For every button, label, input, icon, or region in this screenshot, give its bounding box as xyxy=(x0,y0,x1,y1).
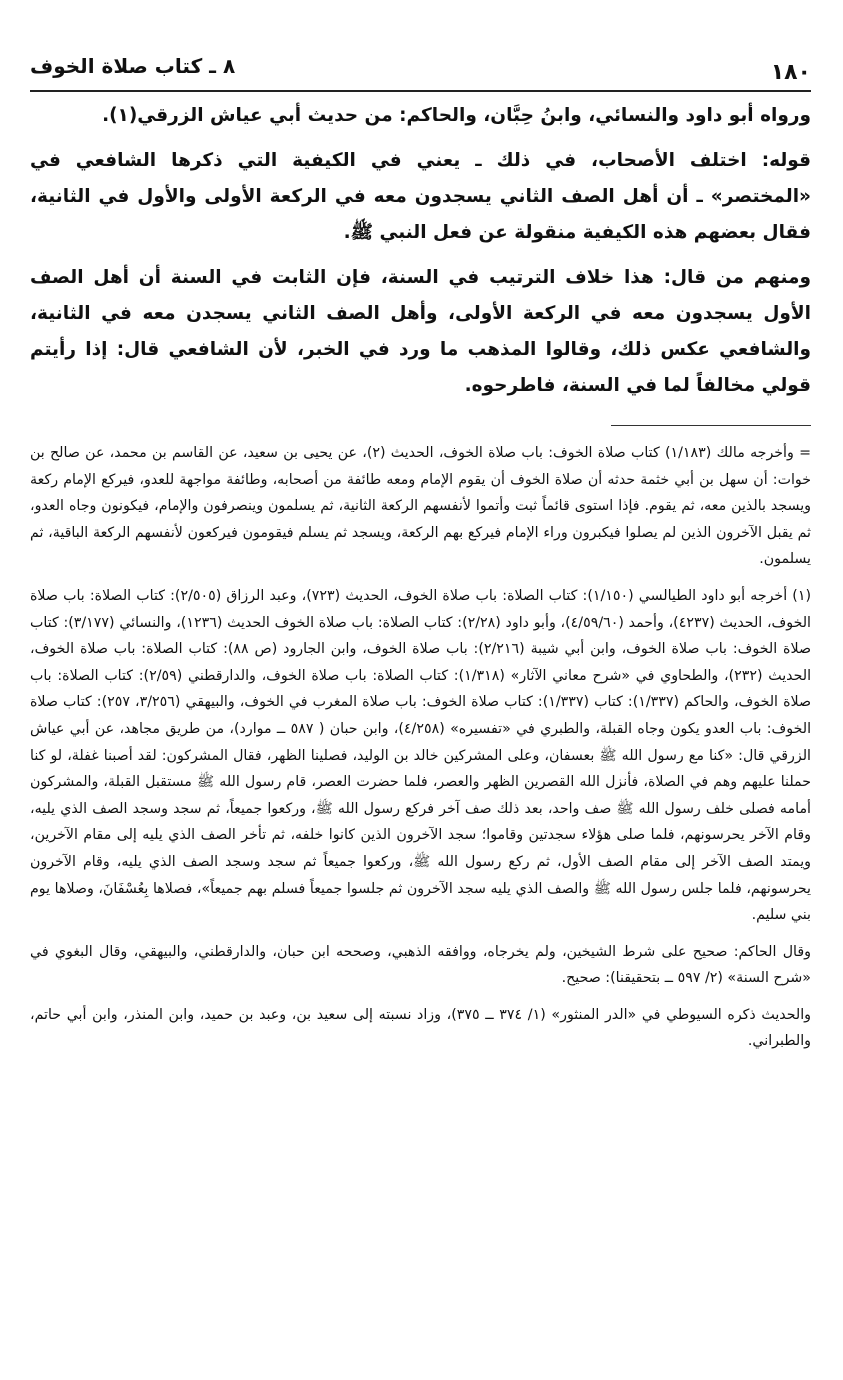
main-text xyxy=(30,98,811,413)
footnote-1-hakim: وقال الحاكم: صحيح على شرط الشيخين، ولم يخرجاه، ووافقه الذهبي، وصححه ابن حبان، والدارقطني، والبيهقي، وقال البغوي في «شرح السنة» (٢/ ٥٩٧ ــ بتحقيقنا): صحيح. xyxy=(30,943,811,987)
main-paragraph-3: ومنهم من قال: هذا خلاف الترتيب في السنة، فإن الثابت في السنة أن أهل الصف الأول يسجدون معه في الركعة الأولى، وأهل الصف الثاني يسجدن معه في الثانية، والشافعي عكس ذلك، وقالوا المذهب ما ورد في الخبر، لأن الشافعي قال: إذا رأيتم قولي مخالفاً لما في السنة، فاطرحوه. xyxy=(30,267,811,396)
footnote-1-suyuti: والحديث ذكره السيوطي في «الدر المنثور» (١/ ٣٧٤ ــ ٣٧٥)، وزاد نسبته إلى سعيد بن، وعبد بن حميد، وابن المنذر، وابن أبي حاتم، والطبراني. xyxy=(30,1006,811,1050)
footnotes xyxy=(30,440,811,1065)
main-paragraph-2: قوله: اختلف الأصحاب، في ذلك ـ يعني في الكيفية التي ذكرها الشافعي في «المختصر» ـ أن أهل الصف الثاني يسجدون معه في الركعة الأولى والأول في الثانية، فقال بعضهم هذه الكيفية منقولة عن فعل النبي ﷺ. xyxy=(30,150,811,243)
running-title: ٨ ـ كتاب صلاة الخوف xyxy=(30,54,236,78)
page-header xyxy=(30,50,811,92)
main-paragraph-1: ورواه أبو داود والنسائي، وابنُ حِبَّان، والحاكم: من حديث أبي عياش الزرقي(١). xyxy=(102,105,811,126)
footnote-separator xyxy=(611,425,811,426)
page-number: ١٨٠ xyxy=(770,60,811,85)
footnote-1: (١) أخرجه أبو داود الطيالسي (١/١٥٠): كتاب الصلاة: باب صلاة الخوف، الحديث (٧٢٣)، وعبد الرزاق (٢/٥٠٥): كتاب الصلاة: باب صلاة الخوف، الحديث (٤٢٣٧)، وأحمد (٤/٥٩/٦٠)، وأبو داود (٢/٢٨): كتاب الصلاة: باب صلاة الخوف الحديث (١٢٣٦)، والنسائي (٣/١٧٧): كتاب صلاة الخوف: باب صلاة الخوف، وابن أبي شيبة (٢/٢١٦): باب صلاة الخوف، وابن الجارود (ص ٨٨): كتاب الصلاة: باب صلاة الخوف، الحديث (٢٣٢)، والطحاوي في «شرح معاني الآثار» (١/٣١٨): كتاب الصلاة: باب صلاة الخوف، والدارقطني (٢/٥٩): كتاب الصلاة: باب صلاة الخوف، والحاكم (١/٣٣٧): كتاب (١/٣٣٧): كتاب صلاة الخوف: باب صلاة المغرب في الخوف، والبيهقي (٣/٢٥٦، ٢٥٧): كتاب صلاة الخوف: باب العدو يكون وجاه القبلة، والطبري في «تفسيره» (٤/٢٥٨)، وابن حبان ( ٥٨٧ ــ موارد)، من طريق مجاهد، عن أبي عياش الزرقي قال: «كنا مع رسول الله ﷺ بعسفان، وعلى المشركين خالد بن الوليد، فصلينا الظهر، فقال المشركون: لقد أصبنا غفلة، لو كنا حملنا عليهم وهم في الصلاة، فأنزل الله القصرين الظهر والعصر، فلما حضرت العصر، قام رسول الله ﷺ مستقبل القبلة، والمشركون أمامه فصلى خلف رسول الله ﷺ صف واحد، بعد ذلك صف آخر فركع رسول الله ﷺ، وركعوا جميعاً، ثم سجد وسجد الصف الذي يليه، وقام الآخر يحرسونهم، فلما صلى هؤلاء سجدتين وقاموا؛ سجد الآخرون الذين كانوا خلفه، ثم تأخر الصف الذي يليه إلى مقام الآخرين، ويمتد الصف الآخر إلى مقام الصف الأول، ثم ركع رسول الله ﷺ، وركعوا جميعاً ثم سجد وسجد الصف الذي يليه، وقام الآخرون يحرسونهم، فلما جلس رسول الله ﷺ والصف الذي يليه سجد الآخرون ثم جلسوا جميعاً فسلم بهم جميعاً»، فصلاها بِعُسْفَانَ، وصلاها يوم بني سليم. xyxy=(30,587,812,924)
footnote-continuation: = وأخرجه مالك (١/١٨٣) كتاب صلاة الخوف: باب صلاة الخوف، الحديث (٢)، عن يحيى بن سعيد، عن القاسم بن محمد، عن صالح بن خوات: أن سهل بن أبي خثمة حدثه أن صلاة الخوف أن يقوم الإمام ومعه طائفة من أصحابه، وطائفة مواجهة للعدو، فيركع الإمام ركعة ويسجد بالذين معه، ثم يقوم. فإذا استوى قائماً ثبت وأتموا لأنفسهم الركعة الثانية، ثم يسلمون وينصرفون والإمام، فيكونون وجاه العدو، ثم يقبل الآخرون الذين لم يصلوا فيكبرون وراء الإمام فيركع بهم الركعة، ويسجد ثم يسلم فيقومون فيركعون لأنفسهم الركعة الباقية، ثم يسلمون. xyxy=(30,445,811,568)
